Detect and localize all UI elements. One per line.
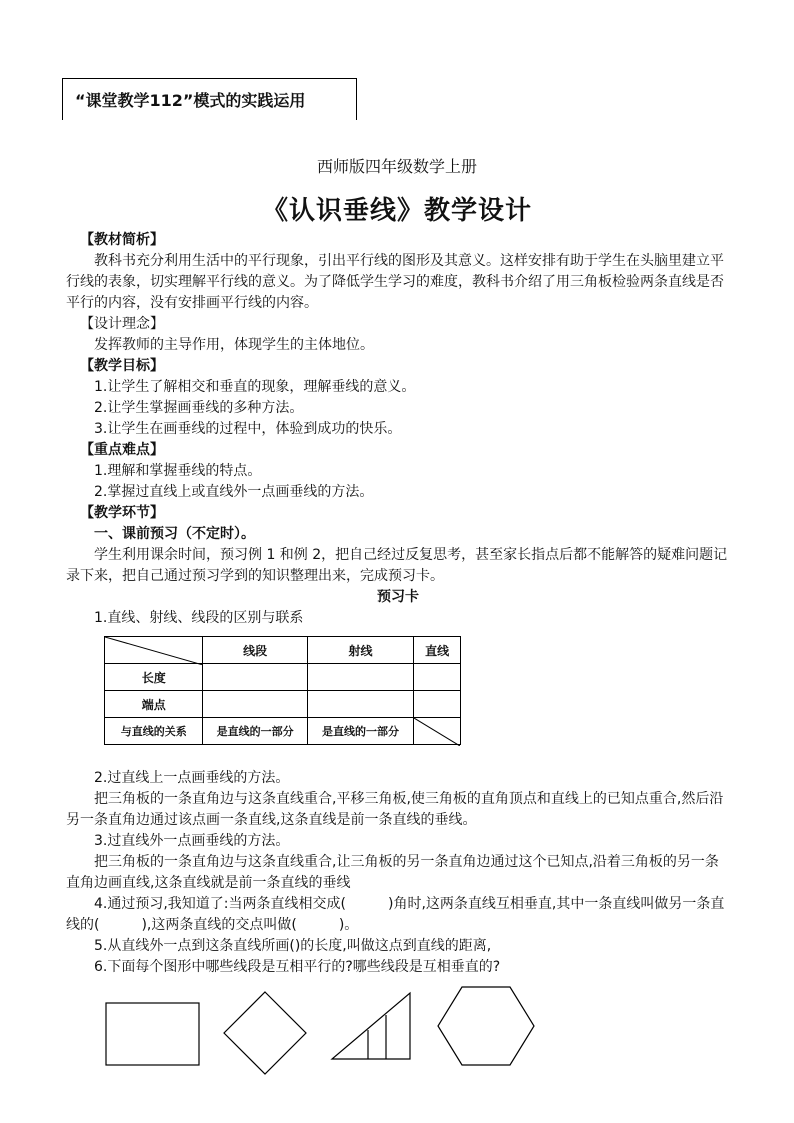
- list-item: 2.让学生掌握画垂线的多种方法。: [94, 400, 304, 416]
- list-item: 2.掌握过直线上或直线外一点画垂线的方法。: [94, 484, 374, 500]
- document-subtitle: 西师版四年级数学上册: [316, 157, 477, 176]
- table-header-row: [105, 637, 461, 664]
- question: 1.直线、射线、线段的区别与联系: [94, 610, 304, 626]
- hexagon-figure: [438, 987, 534, 1065]
- table-row: [105, 718, 461, 745]
- paragraph: 把三角板的一条直角边与这条直线重合,让三角板的另一条直角边通过这个已知点,沿着三角板的另一条直角边画直线,这条直线就是前一条直线的垂线: [66, 854, 719, 891]
- table-cell: [414, 691, 461, 718]
- question: 5.从直线外一点到这条直线所画()的长度,叫做这点到直线的距离,: [94, 938, 492, 954]
- list-item: 1.理解和掌握垂线的特点。: [94, 463, 262, 479]
- question: 4.通过预习,我知道了:当两条直线相交成( )角时,这两条直线互相垂直,其中一条直线叫做另一条直线的( ),这两条直线的交点叫做( )。: [66, 896, 725, 933]
- table-cell: [203, 691, 307, 718]
- diagonal-cell: [414, 718, 461, 745]
- diagonal-header-cell: [105, 637, 203, 664]
- table-row: [105, 691, 461, 718]
- paragraph: 教科书充分利用生活中的平行现象，引出平行线的图形及其意义。这样安排有助于学生在头脑里建立平行线的表象，切实理解平行线的意义。为了降低学生学习的难度，教科书介绍了用三角板检验两条直线是否平行的内容，没有安排画平行线的内容。: [66, 253, 724, 311]
- table-header-cell: 线段: [203, 637, 307, 664]
- list-item: 1.让学生了解相交和垂直的现象，理解垂线的意义。: [94, 379, 416, 395]
- rectangle-figure: [106, 1003, 199, 1065]
- geometry-figures: [0, 975, 794, 1075]
- header-banner: [62, 78, 357, 120]
- row-label: 与直线的关系: [105, 718, 203, 745]
- section-heading: 【教学环节】: [80, 505, 164, 521]
- list-item: 3.让学生在画垂线的过程中，体验到成功的快乐。: [94, 421, 402, 437]
- diagonal-line: [105, 637, 203, 665]
- diagonal-line: [414, 718, 460, 746]
- document-body: [66, 230, 730, 629]
- section-heading: 【教材简析】: [80, 232, 164, 248]
- question: 2.过直线上一点画垂线的方法。: [94, 770, 290, 786]
- paragraph: 把三角板的一条直角边与这条直线重合,平移三角板,使三角板的直角顶点和直线上的已知点重合,然后沿另一条直角边通过该点画一条直线,这条直线是前一条直线的垂线。: [66, 791, 724, 828]
- header-banner-text: “课堂教学112”模式的实践运用: [75, 91, 306, 110]
- table-cell: [203, 664, 307, 691]
- table-cell: 是直线的一部分: [307, 718, 413, 745]
- section-heading: 【设计理念】: [80, 316, 164, 332]
- table-header-cell: 直线: [414, 637, 461, 664]
- section-heading: 【教学目标】: [80, 358, 164, 374]
- questions-block: [66, 768, 730, 978]
- question: 3.过直线外一点画垂线的方法。: [94, 833, 290, 849]
- card-title: 预习卡: [377, 589, 419, 605]
- table-cell: 是直线的一部分: [203, 718, 307, 745]
- paragraph: 发挥教师的主导作用，体现学生的主体地位。: [94, 337, 374, 353]
- triangle-figure: [332, 993, 410, 1059]
- table-row: [105, 664, 461, 691]
- document-title: 《认识垂线》教学设计: [261, 196, 532, 226]
- paragraph: 学生利用课余时间，预习例 1 和例 2，把自己经过反复思考，甚至家长指点后都不能解答的疑难问题记录下来，把自己通过预习学到的知识整理出来，完成预习卡。: [66, 547, 728, 584]
- table-header-cell: 射线: [307, 637, 413, 664]
- section-heading: 【重点难点】: [80, 442, 164, 458]
- table-cell: [307, 664, 413, 691]
- question: 6.下面每个图形中哪些线段是互相平行的?哪些线段是互相垂直的?: [94, 959, 501, 975]
- step-heading: 一、课前预习（不定时）。: [94, 526, 255, 542]
- diamond-figure: [224, 992, 306, 1074]
- row-label: 长度: [105, 664, 203, 691]
- table-cell: [307, 691, 413, 718]
- table-cell: [414, 664, 461, 691]
- row-label: 端点: [105, 691, 203, 718]
- preview-table: [104, 636, 461, 745]
